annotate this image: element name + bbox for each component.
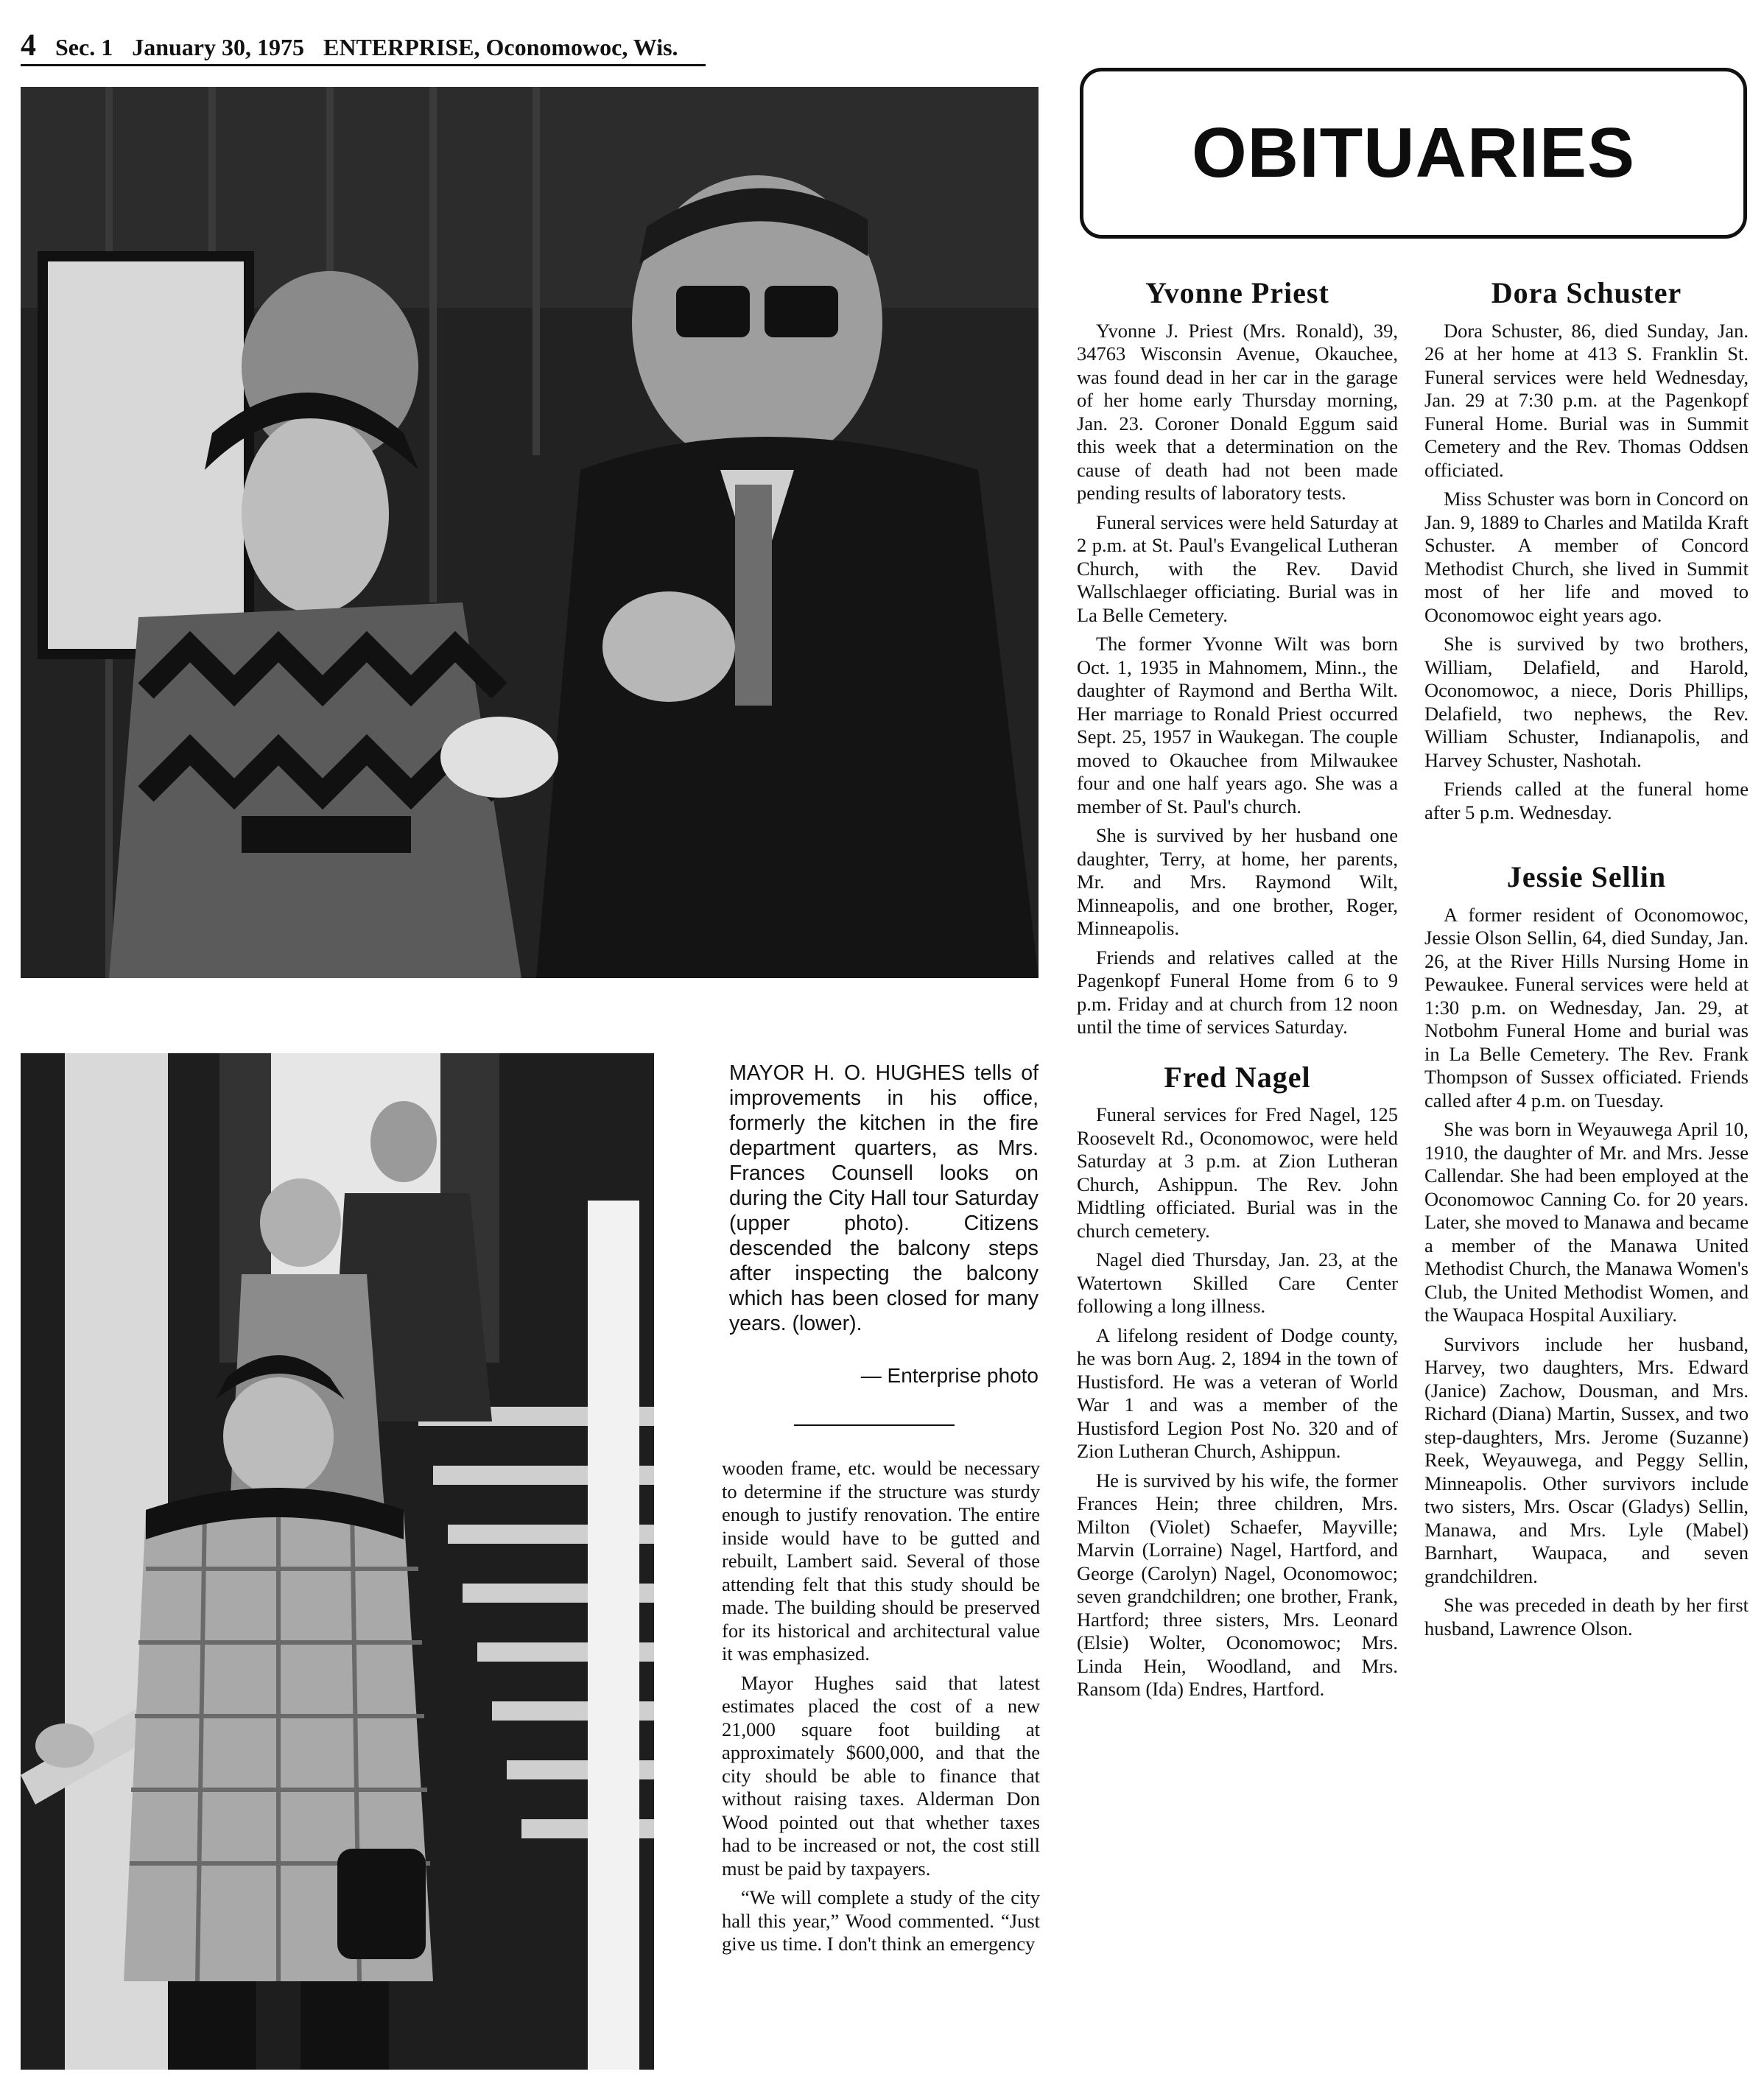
- obituary-paragraph: She is survived by two brothers, William, Delafield, and Harold, Oconomowoc, a niece, Doris Phillips, Delafield, two nephews, the Rev. William Schuster, Indianapolis, and Harvey Schuster, Nashotah.: [1424, 633, 1749, 771]
- obituary-paragraph: Nagel died Thursday, Jan. 23, at the Watertown Skilled Care Center following a long illness.: [1077, 1248, 1398, 1317]
- obituary-name: Fred Nagel: [1164, 1060, 1311, 1094]
- photo-caption: MAYOR H. O. HUGHES tells of improvements in his office, formerly the kitchen in the fire department quarters, as Mrs. Frances Counsell looks on during the City Hall tour Saturday (upper photo). Citizens descended the balcony steps after inspecting the balcony which has been closed for many years. (lower).: [729, 1061, 1039, 1335]
- obituary-paragraph: A lifelong resident of Dodge county, he was born Aug. 2, 1894 in the town of Hustisford. He was a veteran of World War 1 and was a member of the Hustisford Legion Post No. 320 and of Zion Lutheran Church, Ashippun.: [1077, 1324, 1398, 1462]
- obituary-paragraph: Funeral services were held Saturday at 2 p.m. at St. Paul's Evangelical Lutheran Church, with the Rev. David Wallschlaeger officiating. Burial was in La Belle Cemetery.: [1077, 510, 1398, 626]
- newspaper-name: ENTERPRISE, Oconomowoc, Wis.: [323, 34, 678, 60]
- issue-date: January 30, 1975: [132, 34, 304, 60]
- photo-credit: — Enterprise photo: [860, 1364, 1039, 1387]
- separator-rule: [794, 1424, 955, 1426]
- obituary-name: Yvonne Priest: [1145, 276, 1329, 309]
- obituary-paragraph: Dora Schuster, 86, died Sunday, Jan. 26 at her home at 413 S. Franklin St. Funeral services were held Wednesday, Jan. 29 at 7:30 p.m. at the Pagenkopf Funeral Home. Burial was in Summit Cemetery and the Rev. Thomas Oddsen officiated.: [1424, 319, 1749, 481]
- obituary-name: Dora Schuster: [1491, 276, 1682, 309]
- city-hall-story: [722, 1457, 1040, 1962]
- page-number: 4: [21, 29, 36, 63]
- obituary-paragraph: Friends called at the funeral home after 5 p.m. Wednesday.: [1424, 778, 1749, 823]
- obituary-paragraph: He is survived by his wife, the former Frances Hein; three children, Mrs. Milton (Violet) Schaefer, Mayville; Marvin (Lorraine) Nagel, Hartford, and George (Carolyn) Nagel, Oconomowoc; seven grandchildren; one brother, Frank, Hartford; three sisters, Mrs. Leonard (Elsie) Wolter, Oconomowoc; Mrs. Linda Hein, Woodland, and Mrs. Ransom (Ida) Endres, Hartford.: [1077, 1469, 1398, 1700]
- lower-photo: [21, 1053, 654, 2070]
- obituary-paragraph: Survivors include her husband, Harvey, two daughters, Mrs. Edward (Janice) Zachow, Dousman, and Mrs. Richard (Diana) Martin, Sussex, and two step-daughters, Mrs. Jerome (Suzanne) Reek, Weyauwega, and Peggy Sellin, Minneapolis. Other survivors include two sisters, Mrs. Oscar (Gladys) Sellin, Manawa, and Mrs. Lyle (Mabel) Barnhart, Waupaca, and seven grandchildren.: [1424, 1332, 1749, 1587]
- obituary-name: Jessie Sellin: [1506, 860, 1667, 893]
- obituary-paragraph: She was born in Weyauwega April 10, 1910, the daughter of Mr. and Mrs. Jesse Callendar. She had been employed at the Oconomowoc Canning Co. for 20 years. Later, she moved to Manawa and became a member of the Manawa United Methodist Church, the Manawa Women's Club, the United Methodist Women, and the Waupaca Hospital Auxiliary.: [1424, 1118, 1749, 1326]
- page-header: [21, 28, 706, 66]
- obituaries-title: OBITUARIES: [1191, 113, 1636, 192]
- obituary-paragraph: Funeral services for Fred Nagel, 125 Roosevelt Rd., Oconomowoc, were held Saturday at 3 p.m. at Zion Lutheran Church, Ashippun. The Rev. John Midtling officiated. Burial was in the church cemetery.: [1077, 1103, 1398, 1242]
- story-paragraph: Mayor Hughes said that latest estimates placed the cost of a new 21,000 square foot building at approximately $600,000, and that the city should be able to finance that without raising taxes. Alderman Don Wood pointed out that whether taxes had to be increased or not, the cost still must be paid by taxpayers.: [722, 1671, 1040, 1880]
- obituary-paragraph: She is survived by her husband one daughter, Terry, at home, her parents, Mr. and Mrs. Raymond Wilt, Minneapolis, and one brother, Roger, Minneapolis.: [1077, 824, 1398, 939]
- obituary-paragraph: Friends and relatives called at the Pagenkopf Funeral Home from 6 to 9 p.m. Friday and at church from 12 noon until the time of services Saturday.: [1077, 946, 1398, 1038]
- obituary-paragraph: The former Yvonne Wilt was born Oct. 1, 1935 in Mahnomem, Minn., the daughter of Raymond and Bertha Wilt. Her marriage to Ronald Priest occurred Sept. 25, 1957 in Waukegan. The couple moved to Okauchee from Milwaukee four and one half years ago. She was a member of St. Paul's church.: [1077, 633, 1398, 818]
- obituary-column-left: [1077, 276, 1398, 1707]
- obituary-paragraph: Yvonne J. Priest (Mrs. Ronald), 39, 34763 Wisconsin Avenue, Okauchee, was found dead in her car in the garage of her home early Thursday morning, Jan. 23. Coroner Donald Eggum said this week that a determination on the cause of death had not been made pending results of laboratory tests.: [1077, 319, 1398, 504]
- obituary-paragraph: Miss Schuster was born in Concord on Jan. 9, 1889 to Charles and Matilda Kraft Schuster. A member of Concord Methodist Church, she lived in Summit most of her life and moved to Oconomowoc eight years ago.: [1424, 488, 1749, 626]
- story-paragraph: wooden frame, etc. would be necessary to determine if the structure was sturdy enough to justify renovation. The entire inside would have to be gutted and rebuilt, Lambert said. Several of those attending felt that this study should be made. The building should be preserved for its historical and architectural value it was emphasized.: [722, 1457, 1040, 1665]
- section-label: Sec. 1: [55, 34, 113, 60]
- obituary-paragraph: A former resident of Oconomowoc, Jessie Olson Sellin, 64, died Sunday, Jan. 26, at the River Hills Nursing Home in Pewaukee. Funeral services were held at 1:30 p.m. on Wednesday, Jan. 29, at Notbohm Funeral Home and burial was in La Belle Cemetery. The Rev. Frank Thompson of Sussex officiated. Friends called after 4 p.m. on Tuesday.: [1424, 903, 1749, 1111]
- obituary-paragraph: She was preceded in death by her first husband, Lawrence Olson.: [1424, 1594, 1749, 1640]
- upper-photo: [21, 87, 1039, 978]
- obituary-column-right: [1424, 276, 1749, 1646]
- obituaries-banner: [1080, 68, 1747, 239]
- story-paragraph: “We will complete a study of the city hall this year,” Wood commented. “Just give us time. I don't think an emergency: [722, 1886, 1040, 1955]
